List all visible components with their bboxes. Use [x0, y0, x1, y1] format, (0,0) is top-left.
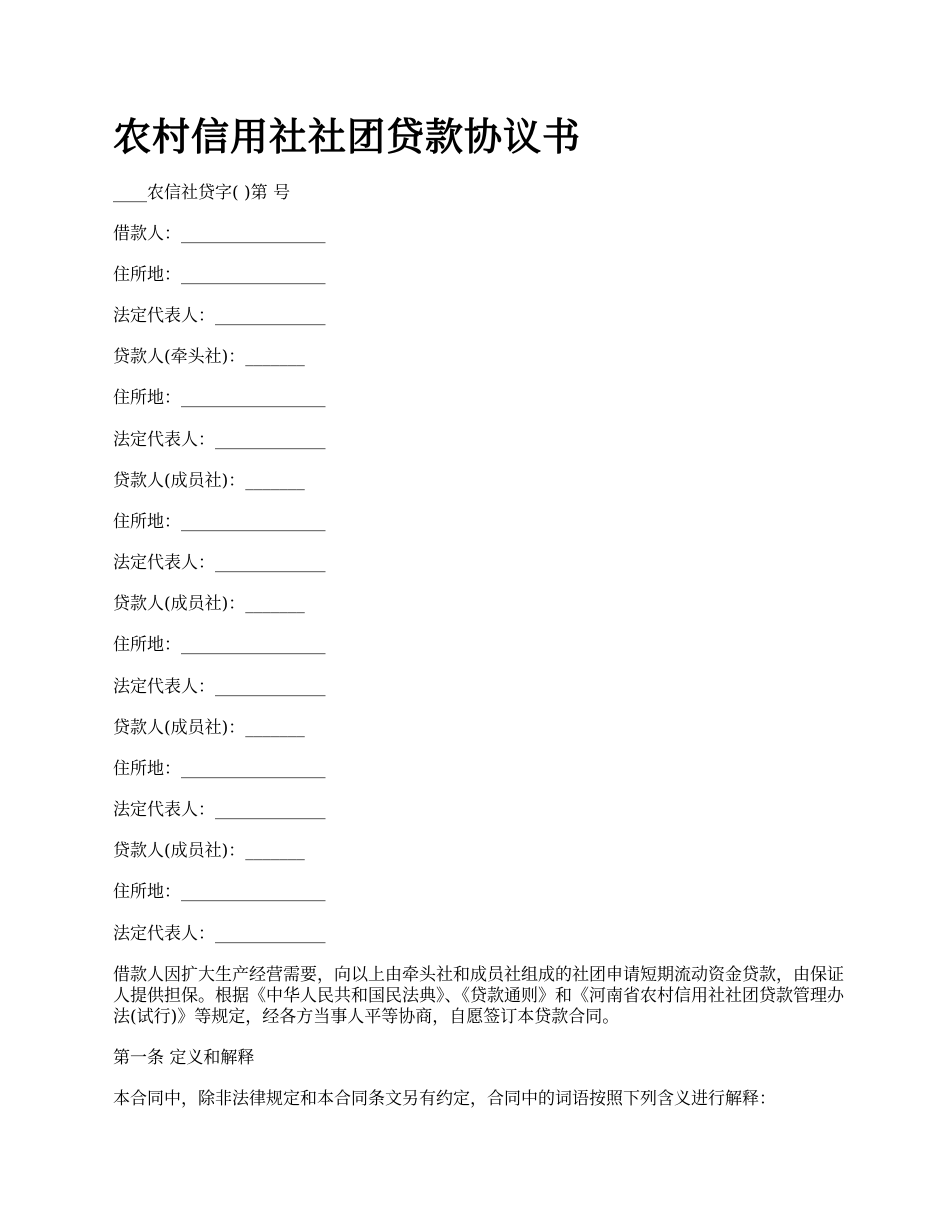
member-lender-1-field: 贷款人(成员社)：_______: [113, 471, 305, 491]
member-lender-4-field: 贷款人(成员社)：_______: [113, 841, 305, 861]
intro-paragraph: 借款人因扩大生产经营需要，向以上由牵头社和成员社组成的社团申请短期流动资金贷款，由保证人提供担保。根据《中华人民共和国民法典》、《贷款通则》和《河南省农村信用社社团贷款管理办法(试行)》等规定，经各方当事人平等协商，自愿签订本贷款合同。: [113, 965, 844, 1027]
contract-number-line: ____农信社贷字( )第 号: [113, 183, 291, 203]
borrower-address-field: 住所地：_________________: [113, 265, 326, 285]
lead-lender-field: 贷款人(牵头社)：_______: [113, 347, 305, 367]
member-lender-4-legal-rep-field: 法定代表人：_____________: [113, 924, 326, 944]
member-lender-2-legal-rep-field: 法定代表人：_____________: [113, 677, 326, 697]
member-lender-1-address-field: 住所地：_________________: [113, 512, 326, 532]
lead-lender-legal-rep-field: 法定代表人：_____________: [113, 430, 326, 450]
borrower-field: 借款人：_________________: [113, 224, 326, 244]
member-lender-3-legal-rep-field: 法定代表人：_____________: [113, 800, 326, 820]
member-lender-3-address-field: 住所地：_________________: [113, 759, 326, 779]
section-paragraph: 本合同中，除非法律规定和本合同条文另有约定，合同中的词语按照下列含义进行解释：: [113, 1089, 776, 1109]
member-lender-2-address-field: 住所地：_________________: [113, 635, 326, 655]
member-lender-2-field: 贷款人(成员社)：_______: [113, 594, 305, 614]
section-heading: 第一条 定义和解释: [113, 1048, 255, 1068]
member-lender-4-address-field: 住所地：_________________: [113, 882, 326, 902]
document-page: [113, 0, 873, 1230]
document-title: 农村信用社社团贷款协议书: [113, 115, 582, 159]
member-lender-3-field: 贷款人(成员社)：_______: [113, 718, 305, 738]
member-lender-1-legal-rep-field: 法定代表人：_____________: [113, 553, 326, 573]
lead-lender-address-field: 住所地：_________________: [113, 388, 326, 408]
borrower-legal-rep-field: 法定代表人：_____________: [113, 306, 326, 326]
